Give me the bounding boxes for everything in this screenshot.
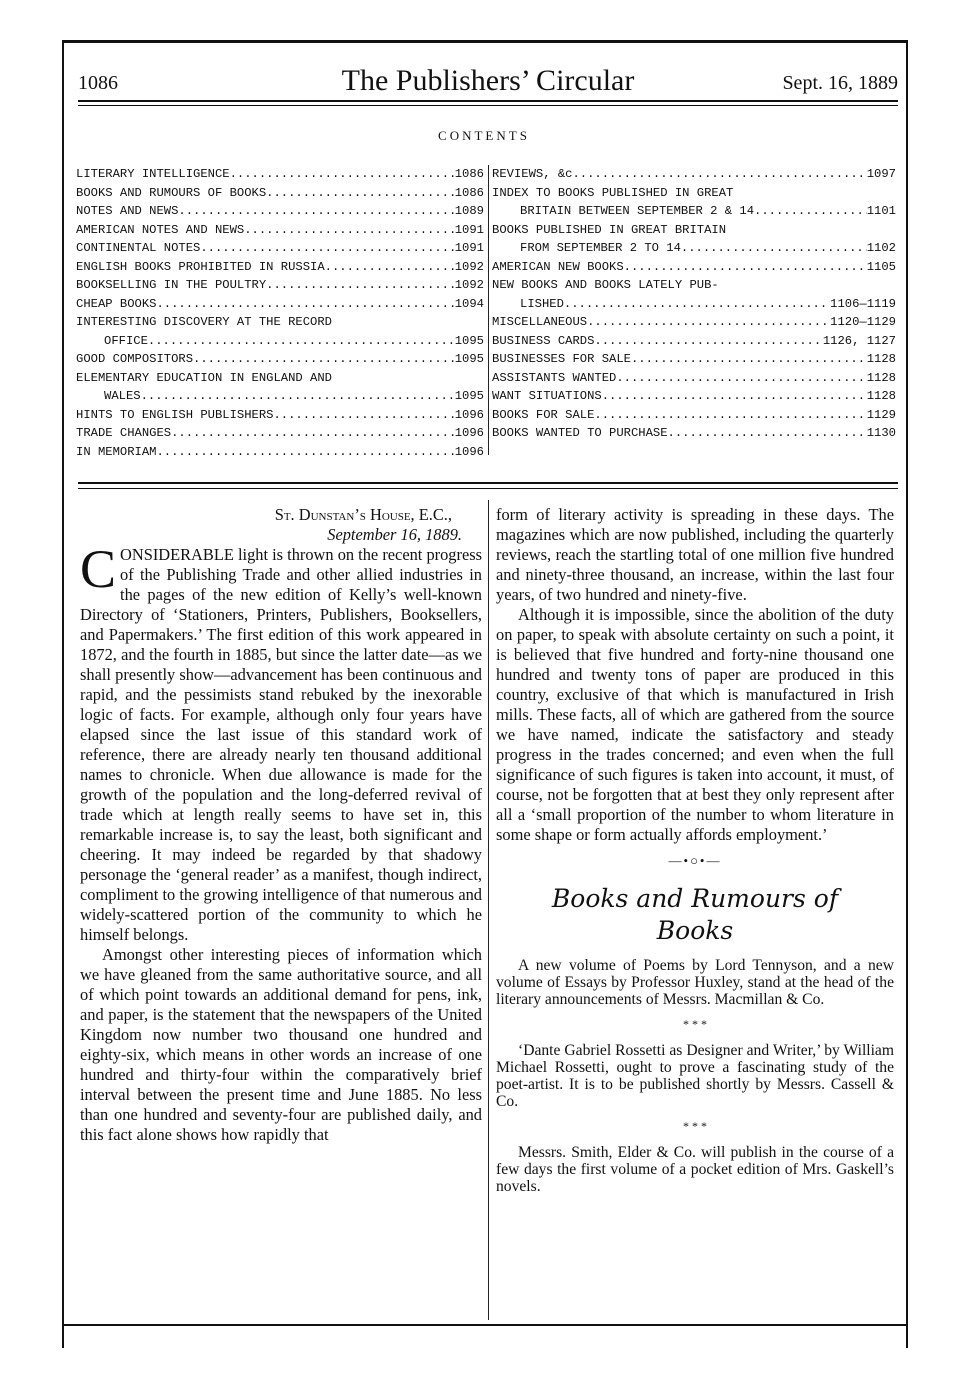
note-2: ‘Dante Gabriel Rossetti as Designer and Writer,’ by William Michael Rossetti, ought to prove a fascinating study of the poet-artist. It is to be published shortly by Messrs. Cassell & Co. <box>496 1042 894 1110</box>
contents-entry-leader <box>668 424 867 443</box>
article-paragraph-3: form of literary activity is spreading in these days. The magazines which are now published, including the quarterly reviews, reach the startling total of one million five hundred and ninety-three thousand, an increase, within the last four years, of two hundred and ninety-five. <box>496 505 894 604</box>
dateline-place: St. Dunstan’s House, E.C., <box>274 505 452 524</box>
bottom-rule <box>62 1324 908 1326</box>
dateline-date <box>80 525 482 545</box>
contents-entry <box>492 239 896 258</box>
contents-entry-page: 1129 <box>866 407 896 422</box>
contents-entry-title: BUSINESS CARDS <box>492 333 595 348</box>
stars-separator-1: * * * <box>683 1017 707 1031</box>
contents-entry-page: 1091 <box>454 222 484 237</box>
contents-entry <box>76 221 484 240</box>
contents-entry <box>492 406 896 425</box>
contents-heading: CONTENTS <box>438 128 530 143</box>
contents-entry-title: NOTES AND NEWS <box>76 204 179 218</box>
contents-entry <box>76 424 484 443</box>
contents-entry <box>492 202 896 221</box>
contents-entry-page: 1096 <box>454 444 484 459</box>
contents-entry-leader <box>156 295 454 314</box>
contents-entry-page: 1095 <box>454 333 484 348</box>
contents-entry <box>492 387 896 406</box>
contents-entry-page: 1094 <box>454 296 484 311</box>
contents-entry-leader <box>564 295 830 314</box>
contents-entry-page: 1086 <box>454 167 484 181</box>
contents-entry-page: 1092 <box>454 278 484 292</box>
contents-entry <box>76 332 484 351</box>
contents-entry <box>76 239 484 258</box>
contents-entry-page: 1089 <box>454 204 484 218</box>
contents-entry-title: TRADE CHANGES <box>76 426 172 440</box>
contents-entry-page: 1097 <box>866 167 896 181</box>
contents-entry <box>76 184 484 203</box>
contents-entry-page: 1096 <box>454 407 484 422</box>
contents-entry-leader <box>266 184 455 203</box>
right-border <box>906 40 908 1348</box>
contents-entry-leader <box>141 387 455 406</box>
contents-entry-leader <box>594 406 866 425</box>
contents-entry-title: OFFICE <box>104 333 148 348</box>
contents-entry-title: CONTINENTAL NOTES <box>76 241 201 255</box>
contents-entry-title: REVIEWS, &c. <box>492 167 580 181</box>
contents-entry-leader <box>171 424 455 443</box>
contents-entry <box>492 313 896 332</box>
article-paragraph-4: Although it is impossible, since the abolition of the duty on paper, to speak with absolute certainty on such a point, it is believed that five hundred and forty-nine thousand one hundred and twenty tons of paper are produced in this country, exclusive of that which is manufactured in Irish mills. These facts, all of which are gathered from the source we have named, indicate the satisfactory and steady progress in the trades concerned; and even when the full significance of such figures is taken into account, it must, of course, not be forgotten that at best they only represent after all a ‘small proportion of the number to whom literature in some shape or form actually affords employment.’ <box>496 605 894 844</box>
note-3: Messrs. Smith, Elder & Co. will publish in the course of a few days the first volume of a pocket edition of Mrs. Gaskell’s novels. <box>496 1144 894 1195</box>
contents-entry-leader <box>624 258 867 277</box>
contents-entry-title: WANT SITUATIONS <box>492 389 602 403</box>
contents-entry-leader <box>156 443 454 462</box>
contents-entry-title: IN MEMORIAM <box>76 444 157 459</box>
contents-entry <box>492 165 896 184</box>
contents-entry-title: ELEMENTARY EDUCATION IN ENGLAND AND <box>76 370 332 385</box>
contents-entry-title: WALES <box>104 389 141 403</box>
contents-entry-title: AMERICAN NEW BOOKS <box>492 259 624 274</box>
contents-entry <box>492 276 896 295</box>
contents-entry-leader <box>325 258 455 277</box>
contents-entry-leader <box>193 350 455 369</box>
contents-divider <box>488 165 489 455</box>
contents-entry-page: 1130 <box>866 426 896 440</box>
header-rule-thin <box>78 105 898 106</box>
issue-date: Sept. 16, 1889 <box>782 72 898 94</box>
contents-entry-leader <box>200 239 454 258</box>
contents-entry-page: 1128 <box>866 370 896 385</box>
drop-cap: C <box>80 539 117 599</box>
contents-entry-leader <box>587 313 830 332</box>
contents-entry-title: BOOKS FOR SALE <box>492 407 595 422</box>
contents-entry <box>76 295 484 314</box>
section-title-line-1: Books and Rumours of <box>551 884 839 913</box>
contents-entry-title: INTERESTING DISCOVERY AT THE RECORD <box>76 315 332 329</box>
contents-entry-title: CHEAP BOOKS <box>76 296 157 311</box>
contents-entry-title: ENGLISH BOOKS PROHIBITED IN RUSSIA <box>76 259 325 274</box>
contents-left-column <box>76 165 484 461</box>
note-1: A new volume of Poems by Lord Tennyson, and a new volume of Essays by Professor Huxley, stand at the head of the literary announcements of Messrs. Macmillan & Co. <box>496 957 894 1008</box>
section-title <box>496 883 894 947</box>
contents-entry-leader <box>754 202 867 221</box>
contents-entry-leader <box>681 239 867 258</box>
contents-entry-page: 1101 <box>866 204 896 218</box>
contents-entry <box>76 165 484 184</box>
books-notes <box>496 957 894 1195</box>
contents-entry <box>76 406 484 425</box>
contents-entry-leader <box>616 369 866 388</box>
stars-separator-2: * * * <box>683 1119 707 1133</box>
article-paragraph-1 <box>80 539 482 945</box>
contents-entry <box>76 387 484 406</box>
dateline-date-text: September 16, 1889. <box>327 525 462 544</box>
contents-entry-title: BRITAIN BETWEEN SEPTEMBER 2 & 14 <box>520 204 755 218</box>
contents-entry-page: 1095 <box>454 352 484 366</box>
contents-entry-page: 1092 <box>454 259 484 274</box>
contents-bottom-rule-thin <box>78 488 898 489</box>
contents-entry <box>492 221 896 240</box>
contents-entry-title: BUSINESSES FOR SALE <box>492 352 631 366</box>
contents-entry <box>492 258 896 277</box>
contents-entry-leader <box>580 165 867 184</box>
contents-bottom-rule <box>78 482 898 484</box>
contents-entry-leader <box>148 332 455 351</box>
contents-entry-page: 1120—1129 <box>830 315 896 329</box>
contents-entry <box>492 350 896 369</box>
contents-entry <box>492 295 896 314</box>
page-header <box>78 62 898 102</box>
contents-entry-page: 1106—1119 <box>830 296 896 311</box>
contents-entry-page: 1128 <box>866 352 896 366</box>
contents-entry-leader <box>631 350 867 369</box>
contents-entry <box>492 369 896 388</box>
contents-entry-leader <box>244 221 455 240</box>
contents-entry <box>76 313 484 332</box>
article-paragraph-1-text: ONSIDERABLE light is thrown on the recent progress of the Publishing Trade and other allied industries in the pages of the new edition of Kelly’s well-known Directory of ‘Stationers, Printers, Publishers, Booksellers, and Papermakers.’ The first edition of this work appeared in 1872, and the fourth in 1885, but since the latter date—as we shall presently show—advancement has been continuous and rapid, and the pessimists stand rebuked by the inexorable logic of facts. For example, although only four years have elapsed since the last issue of this standard work of reference, there are already nearly ten thousand additional names to chronicle. When due allowance is made for the growth of the population and the long-deferred revival of trade which at length really seems to have set in, this remarkable increase is, to say the least, both significant and cheering. It may indeed be regarded by that shadowy personage the ‘general reader’ as a manifest, though indirect, compliment to the growing intelligence of that numerous and widely-scattered portion of the community to which he himself belongs. <box>80 545 482 944</box>
contents-entry <box>76 369 484 388</box>
contents-entry-title: BOOKS WANTED TO PURCHASE <box>492 426 668 440</box>
contents-entry-title: BOOKSELLING IN THE POULTRY <box>76 278 267 292</box>
contents-right-column <box>492 165 896 443</box>
contents-entry-title: INDEX TO BOOKS PUBLISHED IN GREAT <box>492 185 734 200</box>
contents-entry-title: MISCELLANEOUS <box>492 315 588 329</box>
contents-entry-page: 1126, 1127 <box>822 333 896 348</box>
contents-entry-page: 1091 <box>454 241 484 255</box>
article-paragraph-2: Amongst other interesting pieces of information which we have gleaned from the same authoritative source, and all of which point towards an additional demand for pens, ink, and paper, is the statement that the newspapers of the United Kingdom now number two thousand one hundred and eighty-six, which means in other words an increase of one hundred and thirty-four within the comparatively brief interval between the present time and June 1885. No less than one hundred and seventy-four are published daily, and this fact alone shows how rapidly that <box>80 945 482 1144</box>
contents-entry-title: NEW BOOKS AND BOOKS LATELY PUB- <box>492 278 719 292</box>
contents-entry <box>76 443 484 462</box>
contents-entry-page: 1128 <box>866 389 896 403</box>
contents-entry-title: ASSISTANTS WANTED <box>492 370 617 385</box>
contents-entry <box>76 276 484 295</box>
header-rule <box>78 100 898 102</box>
contents-entry <box>492 332 896 351</box>
page-number: 1086 <box>78 72 118 94</box>
contents-entry <box>492 184 896 203</box>
contents-entry-title: LITERARY INTELLIGENCE <box>76 167 230 181</box>
contents-entry-page: 1096 <box>454 426 484 440</box>
contents-entry-page: 1095 <box>454 389 484 403</box>
contents-entry-title: HINTS TO ENGLISH PUBLISHERS <box>76 407 274 422</box>
contents-entry-title: BOOKS AND RUMOURS OF BOOKS <box>76 185 267 200</box>
article-right-column <box>496 505 894 1195</box>
top-border <box>62 40 908 43</box>
contents-entry-title: LISHED <box>520 296 564 311</box>
contents-entry-leader <box>273 406 454 425</box>
contents-entry-page: 1105 <box>866 259 896 274</box>
contents-entry <box>76 202 484 221</box>
contents-entry-page: 1102 <box>866 241 896 255</box>
contents-entry <box>76 258 484 277</box>
contents-entry-leader <box>594 332 822 351</box>
article-left-column <box>80 505 482 1145</box>
contents-entry-leader <box>266 276 455 295</box>
contents-entry <box>76 350 484 369</box>
section-ornament: —•○•— <box>668 853 722 868</box>
contents-entry-leader <box>178 202 454 221</box>
contents-entry-title: BOOKS PUBLISHED IN GREAT BRITAIN <box>492 222 727 237</box>
contents-entry-title: GOOD COMPOSITORS <box>76 352 194 366</box>
contents-entry-page: 1086 <box>454 185 484 200</box>
left-border <box>62 40 64 1348</box>
contents-entry-title: FROM SEPTEMBER 2 TO 14 <box>520 241 681 255</box>
publication-title: The Publishers’ Circular <box>341 64 635 97</box>
contents-entry-leader <box>230 165 455 184</box>
contents-entry-title: AMERICAN NOTES AND NEWS <box>76 222 245 237</box>
column-divider <box>488 500 489 1320</box>
contents-entry-leader <box>602 387 867 406</box>
section-title-line-2: Books <box>656 916 734 945</box>
contents-entry <box>492 424 896 443</box>
